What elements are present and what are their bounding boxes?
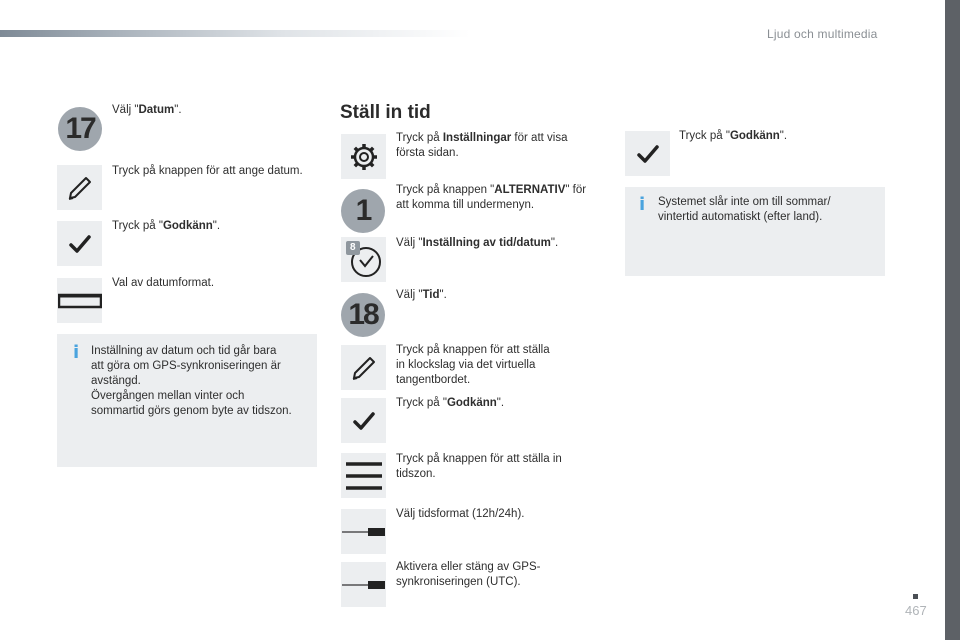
confirm-final-text: Tryck på "Godkänn".	[679, 130, 788, 142]
select-date-text: Välj "Datum".	[112, 104, 182, 116]
format-bar-icon	[57, 278, 102, 323]
page-edge-bar	[945, 0, 960, 640]
confirm-date-text: Tryck på "Godkänn".	[112, 220, 221, 232]
info-icon: i	[73, 342, 80, 363]
info-icon: i	[639, 194, 646, 215]
page-number: 467	[905, 603, 927, 618]
date-format-text: Val av datumformat.	[112, 277, 215, 289]
check-icon	[625, 131, 670, 176]
dst-info-text: Systemet slår inte om till sommar/ vintertid automatiskt (efter land).	[658, 196, 831, 223]
header-gradient-bar	[0, 30, 470, 37]
settings-text: Tryck på Inställningar för att visa första sidan.	[396, 132, 568, 159]
timezone-text: Tryck på knappen för att ställa in tidszon.	[396, 453, 562, 480]
confirm-time-text: Tryck på "Godkänn".	[396, 397, 505, 409]
dst-info-box	[625, 187, 885, 276]
gps-sync-text: Aktivera eller stäng av GPS- synkroniseringen (UTC).	[396, 561, 541, 588]
enter-date-text: Tryck på knappen för att ange datum.	[112, 165, 303, 177]
select-time-text: Välj "Tid".	[396, 289, 447, 301]
step-1-badge: 1	[341, 189, 385, 233]
pen-icon	[341, 345, 386, 390]
section-header: Ljud och multimedia	[767, 27, 878, 41]
clock-badge: 8	[350, 242, 356, 253]
check-icon	[57, 221, 102, 266]
options-text: Tryck på knappen "ALTERNATIV" för att komma till undermenyn.	[396, 184, 587, 211]
select-time-date-text: Välj "Inställning av tid/datum".	[396, 237, 559, 249]
section-title: Ställ in tid	[340, 102, 431, 123]
toggle-slider-icon	[341, 509, 386, 554]
menu-icon	[341, 453, 386, 498]
pen-icon	[57, 165, 102, 210]
step-18-badge: 18	[341, 293, 385, 337]
page-marker	[913, 594, 918, 599]
date-info-text: Inställning av datum och tid går bara att göra om GPS-synkroniseringen är avstängd. Övergången mellan vinter och sommartid görs genom byte av tidszon.	[91, 345, 292, 417]
date-info-box	[57, 334, 317, 467]
toggle-slider-icon	[341, 562, 386, 607]
step-17-badge: 17	[58, 107, 102, 151]
gear-icon	[341, 134, 386, 179]
set-time-text: Tryck på knappen för att ställa in klockslag via det virtuella tangentbordet.	[396, 344, 550, 386]
check-icon	[341, 398, 386, 443]
time-format-text: Välj tidsformat (12h/24h).	[396, 508, 525, 520]
clock-icon	[341, 237, 386, 282]
